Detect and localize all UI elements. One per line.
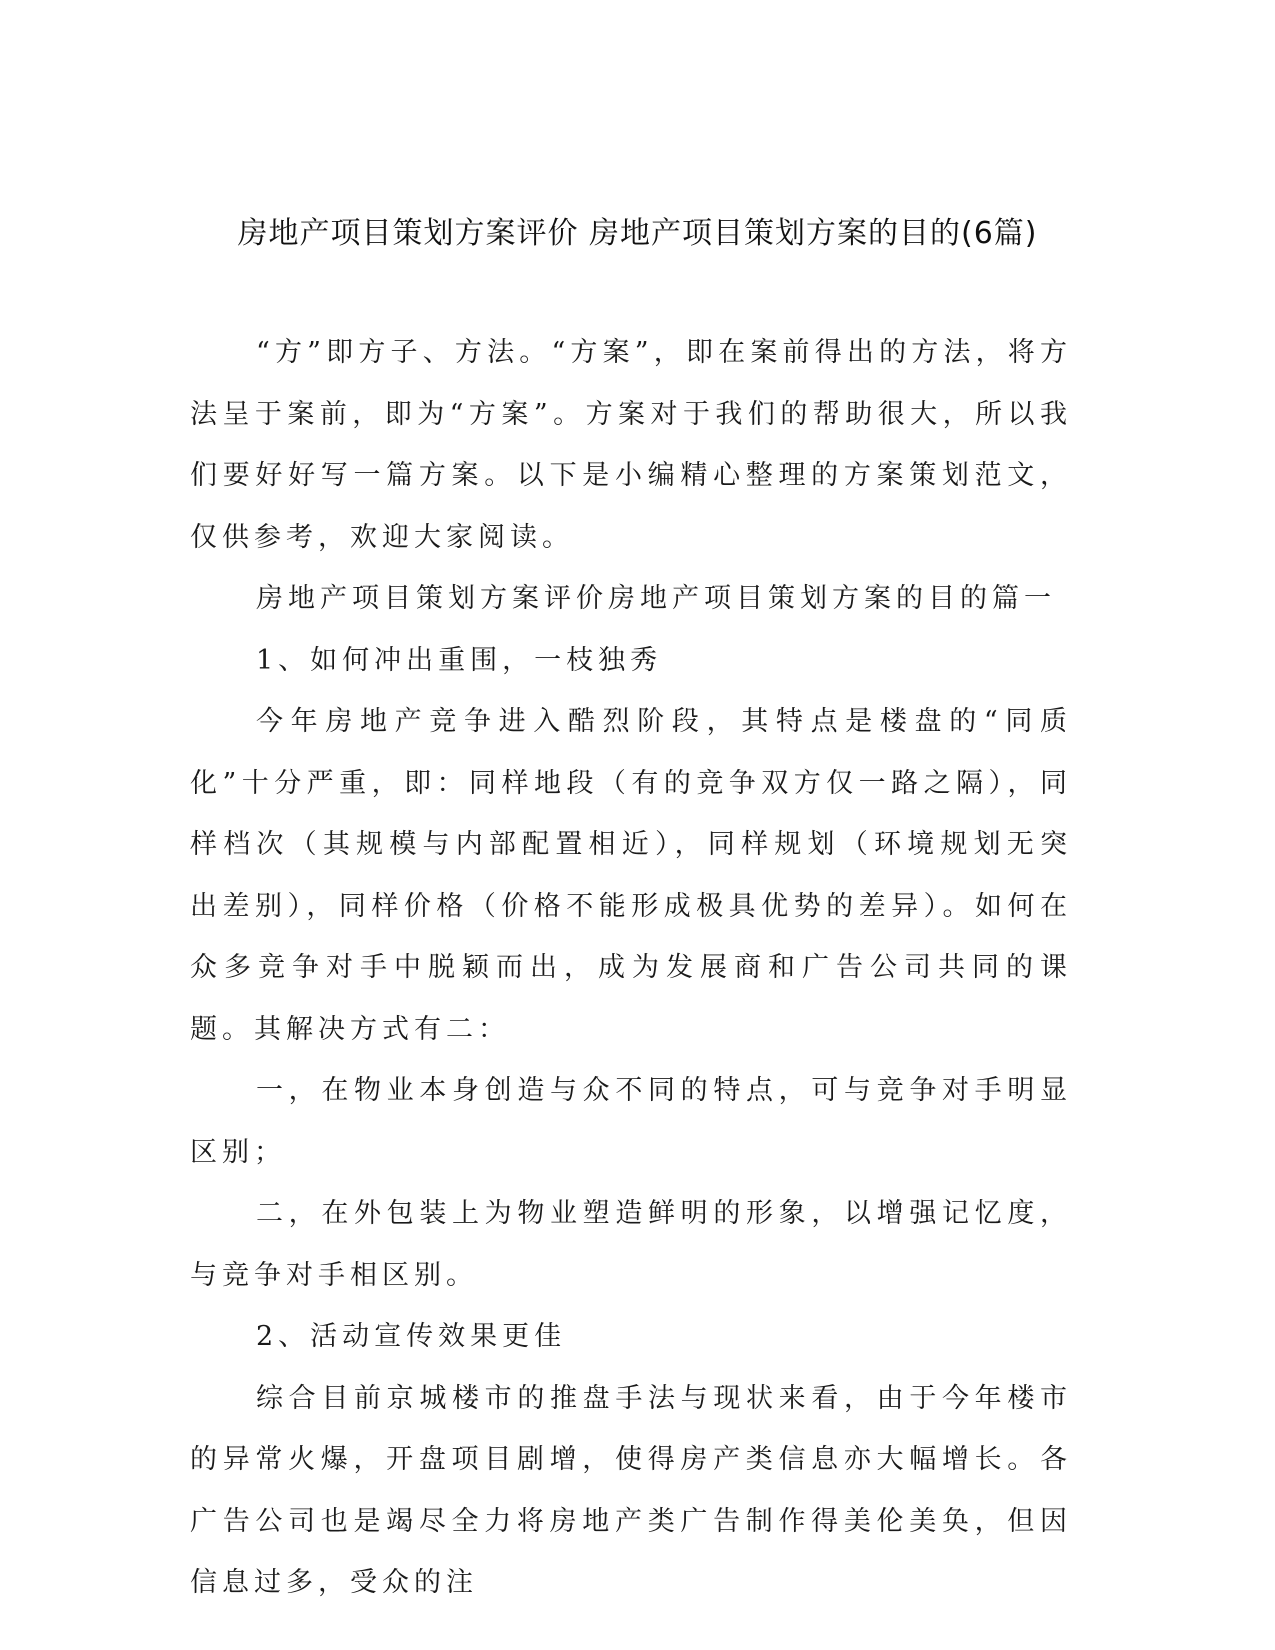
body-paragraph-2: 综合目前京城楼市的推盘手法与现状来看，由于今年楼市的异常火爆，开盘项目剧增，使得房产类信息亦大幅增长。各广告公司也是竭尽全力将房地产类广告制作得美伦美奂，但因信息过多，受众的注 — [190, 1382, 1072, 1598]
list-item-1: 一，在物业本身创造与众不同的特点，可与竞争对手明显区别； — [190, 1075, 1072, 1168]
list-item-2: 二，在外包装上为物业塑造鲜明的形象，以增强记忆度，与竞争对手相区别。 — [190, 1198, 1072, 1291]
subheading-1: 1、如何冲出重围，一枝独秀 — [256, 644, 663, 676]
document-title: 房地产项目策划方案评价 房地产项目策划方案的目的(6篇) — [237, 216, 1038, 251]
document-body — [190, 322, 1072, 1614]
body-paragraph: 今年房地产竞争进入酷烈阶段，其特点是楼盘的“同质化”十分严重，即：同样地段（有的竞争双方仅一路之隔），同样档次（其规模与内部配置相近），同样规划（环境规划无突出差别），同样价格（价格不能形成极具优势的差异）。如何在众多竞争对手中脱颖而出，成为发展商和广告公司共同的课题。其解决方式有二： — [190, 706, 1072, 1045]
subheading-2: 2、活动宣传效果更佳 — [256, 1321, 567, 1352]
section-heading: 房地产项目策划方案评价房地产项目策划方案的目的篇一 — [256, 583, 1056, 614]
intro-paragraph: “方”即方子、方法。“方案”，即在案前得出的方法，将方法呈于案前，即为“方案”。方案对于我们的帮助很大，所以我们要好好写一篇方案。以下是小编精心整理的方案策划范文，仅供参考，欢迎大家阅读。 — [190, 337, 1072, 553]
